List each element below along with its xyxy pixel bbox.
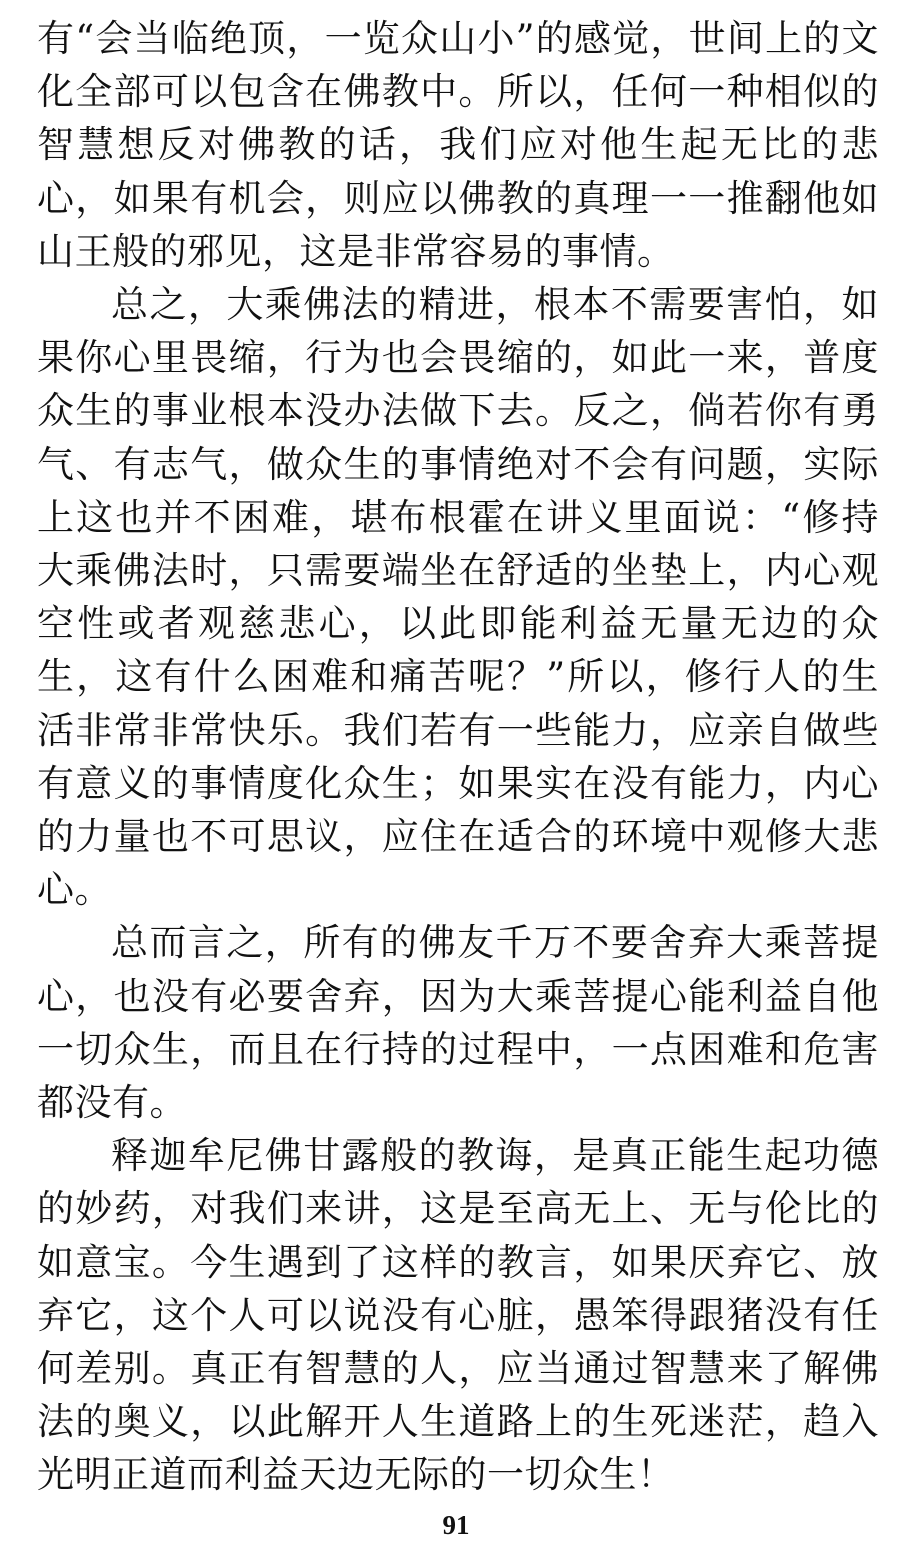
page-number: 91	[442, 1510, 470, 1540]
paragraph: 释迦牟尼佛甘露般的教诲，是真正能生起功德的妙药，对我们来讲，这是至高无上、无与伦比的如意宝。今生遇到了这样的教言，如果厌弃它、放弃它，这个人可以说没有心脏，愚笨得跟猪没有任何差别。真正有智慧的人，应当通过智慧来了解佛法的奥义，以此解开人生道路上的生死迷茫，趋入光明正道而利益天边无际的一切众生！	[37, 1134, 879, 1497]
body-text	[37, 12, 879, 1502]
paragraph: 总之，大乘佛法的精进，根本不需要害怕，如果你心里畏缩，行为也会畏缩的，如此一来，普度众生的事业根本没办法做下去。反之，倘若你有勇气、有志气，做众生的事情绝对不会有问题，实际上这也并不困难，堪布根霍在讲义里面说：“修持大乘佛法时，只需要端坐在舒适的坐垫上，内心观空性或者观慈悲心，以此即能利益无量无边的众生，这有什么困难和痛苦呢？”所以，修行人的生活非常非常快乐。我们若有一些能力，应亲自做些有意义的事情度化众生；如果实在没有能力，内心的力量也不可思议，应住在适合的环境中观修大悲心。	[37, 283, 879, 912]
paragraph: 总而言之，所有的佛友千万不要舍弃大乘菩提心，也没有必要舍弃，因为大乘菩提心能利益自他一切众生，而且在行持的过程中，一点困难和危害都没有。	[37, 921, 879, 1125]
paragraph-continued: 有“会当临绝顶，一览众山小”的感觉，世间上的文化全部可以包含在佛教中。所以，任何一种相似的智慧想反对佛教的话，我们应对他生起无比的悲心，如果有机会，则应以佛教的真理一一推翻他如山王般的邪见，这是非常容易的事情。	[37, 17, 879, 273]
